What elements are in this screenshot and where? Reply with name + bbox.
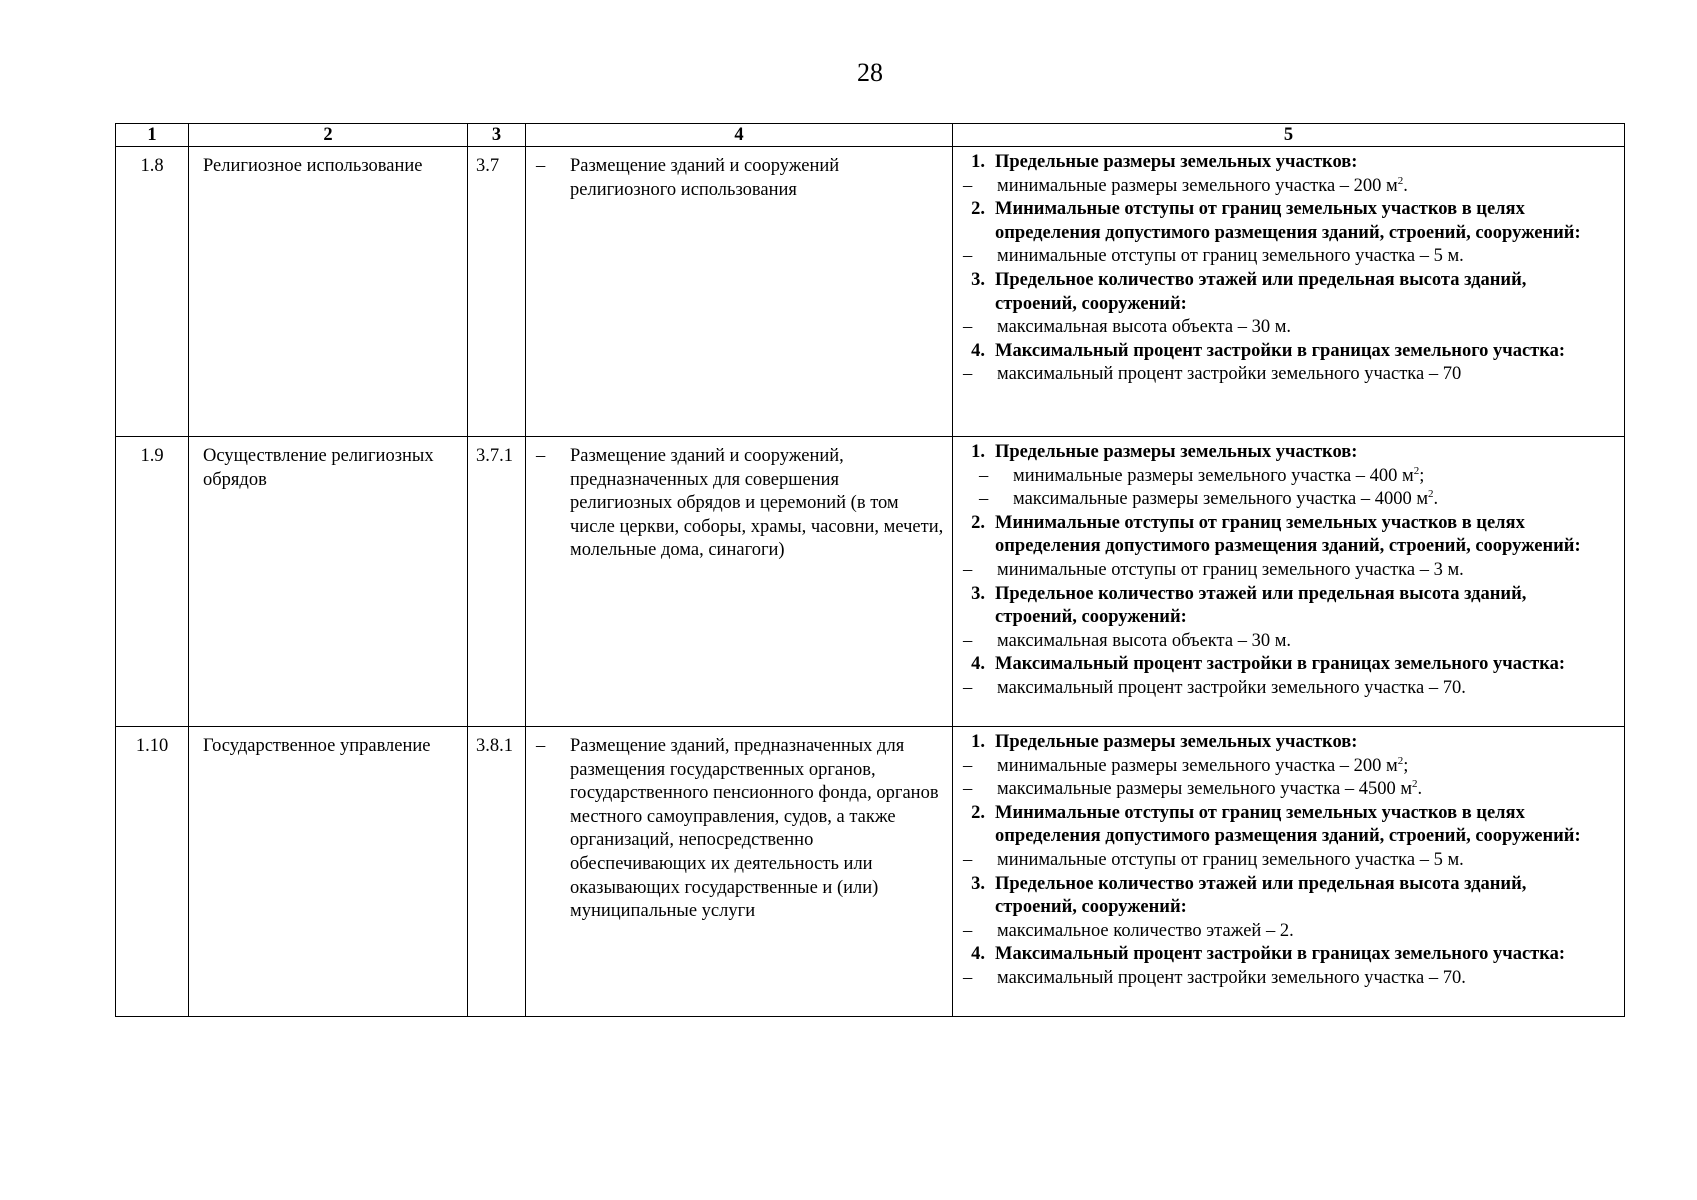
parameter-heading-number: 4.: [971, 654, 985, 675]
parameter-value: минимальные отступы от границ земельного участка – 5 м.: [997, 849, 1464, 870]
superscript: 2: [1412, 778, 1418, 791]
page-number: 28: [857, 58, 883, 87]
parameter-heading: [961, 583, 1604, 630]
parameter-item-dash: –: [963, 849, 973, 870]
parameter-item: [961, 778, 1604, 802]
parameter-heading-number: 2.: [971, 802, 985, 823]
parameter-item-dash: –: [963, 364, 973, 385]
use-code: 3.8.1: [468, 727, 526, 1017]
use-name: Религиозное использование: [189, 147, 468, 437]
parameter-heading-text: Максимальный процент застройки в границах земельного участка:: [995, 944, 1566, 965]
column-header: 5: [953, 124, 1625, 147]
use-description-cell: [526, 147, 953, 437]
parameter-item: [961, 920, 1604, 944]
parameter-heading: [961, 731, 1604, 755]
use-name: Осуществление религиозных обрядов: [189, 437, 468, 727]
parameter-item: [961, 755, 1604, 779]
parameter-heading-text: Предельное количество этажей или предельная высота зданий, строений, сооружений:: [995, 873, 1527, 918]
parameter-heading: [961, 873, 1604, 920]
parameter-item-text: [997, 316, 1604, 340]
parameter-item-text: [997, 755, 1604, 779]
parameter-item-dash: –: [963, 246, 973, 267]
parameter-item-dash: –: [963, 920, 973, 941]
parameter-heading-number: 2.: [971, 199, 985, 220]
parameter-item-text: [999, 488, 1604, 512]
description-text: Размещение зданий и сооружений религиозного использования: [570, 156, 840, 200]
parameter-value: максимальный процент застройки земельного участка – 70: [997, 364, 1462, 385]
parameter-item: [961, 967, 1604, 991]
superscript: 2: [1397, 174, 1404, 187]
parameter-heading: [961, 802, 1604, 849]
parameter-item-text: [997, 677, 1604, 701]
parameter-item: [961, 175, 1604, 199]
column-header: 2: [189, 124, 468, 147]
parameter-item-text: [997, 967, 1604, 991]
column-header: 4: [526, 124, 953, 147]
parameter-heading-text: Минимальные отступы от границ земельных участков в целях определения допустимого размещения зданий, строений, сооружений:: [995, 802, 1581, 847]
parameter-item-dash: –: [979, 489, 989, 510]
column-header: 1: [116, 124, 189, 147]
parameter-item-dash: –: [963, 559, 973, 580]
use-description-cell: [526, 727, 953, 1017]
parameters-cell: [953, 437, 1625, 727]
parameter-heading: [961, 340, 1604, 364]
parameter-heading: [961, 151, 1604, 175]
punctuation: .: [1433, 489, 1439, 510]
parameter-heading-number: 1.: [971, 152, 985, 172]
parameter-item-text: [997, 778, 1604, 802]
parameter-value: максимальный процент застройки земельного участка – 70.: [997, 677, 1466, 698]
parameter-item-text: [997, 630, 1604, 654]
description-dash: –: [536, 446, 546, 466]
parameter-heading-number: 4.: [971, 340, 985, 361]
parameter-item: [961, 677, 1604, 701]
parameter-heading-number: 3.: [971, 269, 985, 290]
parameter-item: [961, 245, 1604, 269]
row-number: 1.10: [116, 727, 189, 1017]
parameter-heading-number: 1.: [971, 442, 985, 462]
parameter-item: [961, 559, 1604, 583]
parameter-item-text: [997, 175, 1604, 199]
parameter-heading-number: 3.: [971, 873, 985, 894]
parameter-heading-text: Предельное количество этажей или предельная высота зданий, строений, сооружений:: [995, 583, 1527, 628]
row-number: 1.8: [116, 147, 189, 437]
use-description: [536, 155, 944, 202]
regulations-table: [115, 123, 1625, 1017]
parameter-heading: [961, 653, 1604, 677]
parameter-heading-text: Предельные размеры земельных участков:: [995, 152, 1358, 172]
use-code: 3.7.1: [468, 437, 526, 727]
table-header-row: [116, 124, 1625, 147]
parameter-heading-number: 1.: [971, 732, 985, 752]
parameter-value: максимальная высота объекта – 30 м.: [997, 317, 1292, 338]
parameter-item: [961, 849, 1604, 873]
parameter-heading-number: 2.: [971, 512, 985, 533]
parameter-value: минимальные отступы от границ земельного участка – 5 м.: [997, 246, 1464, 267]
use-description: [536, 445, 944, 563]
superscript: 2: [1428, 488, 1434, 501]
parameter-item-dash: –: [963, 317, 973, 338]
table-row: [116, 727, 1625, 1017]
parameter-item-dash: –: [979, 465, 989, 486]
parameter-heading: [961, 441, 1604, 465]
parameters-cell: [953, 727, 1625, 1017]
superscript: 2: [1413, 464, 1420, 477]
parameter-item: [961, 630, 1604, 654]
parameter-heading-number: 3.: [971, 583, 985, 604]
punctuation: .: [1403, 175, 1408, 196]
parameter-item-dash: –: [963, 967, 973, 988]
parameter-heading-text: Предельные размеры земельных участков:: [995, 442, 1358, 462]
punctuation: ;: [1419, 465, 1425, 486]
parameter-heading-text: Предельное количество этажей или предельная высота зданий, строений, сооружений:: [995, 269, 1527, 314]
parameter-value: максимальные размеры земельного участка – 4500 м: [997, 779, 1413, 800]
parameter-heading: [961, 943, 1604, 967]
parameter-heading-number: 4.: [971, 944, 985, 965]
parameter-value: максимальная высота объекта – 30 м.: [997, 630, 1292, 651]
parameter-heading-text: Минимальные отступы от границ земельных участков в целях определения допустимого размещения зданий, строений, сооружений:: [995, 512, 1581, 557]
parameter-heading-text: Предельные размеры земельных участков:: [995, 732, 1358, 752]
parameter-item-text: [997, 245, 1604, 269]
parameters-cell: [953, 147, 1625, 437]
description-dash: –: [536, 156, 546, 176]
parameter-item-dash: –: [963, 630, 973, 651]
column-header: 3: [468, 124, 526, 147]
parameter-heading: [961, 512, 1604, 559]
parameter-value: минимальные размеры земельного участка – 200 м: [997, 175, 1398, 196]
parameter-value: максимальный процент застройки земельного участка – 70.: [997, 967, 1466, 988]
row-number: 1.9: [116, 437, 189, 727]
parameter-item-dash: –: [963, 779, 973, 800]
parameter-item-dash: –: [963, 677, 973, 698]
use-description: [536, 735, 944, 924]
punctuation: .: [1417, 779, 1423, 800]
parameter-item-dash: –: [963, 755, 973, 776]
description-dash: –: [536, 736, 546, 756]
parameter-item-dash: –: [963, 175, 973, 196]
parameter-heading: [961, 198, 1604, 245]
parameter-heading-text: Максимальный процент застройки в границах земельного участка:: [995, 340, 1566, 361]
parameter-item: [961, 363, 1604, 387]
use-code: 3.7: [468, 147, 526, 437]
parameter-item-text: [997, 559, 1604, 583]
parameter-item-text: [999, 465, 1604, 489]
parameter-value: максимальное количество этажей – 2.: [997, 920, 1294, 941]
parameter-value: максимальные размеры земельного участка – 4000 м: [1013, 489, 1429, 510]
description-text: Размещение зданий и сооружений, предназначенных для совершения религиозных обрядов и церемоний (в том числе церкви, соборы, храмы, часовни, мечети, молельные дома, синагоги): [570, 446, 944, 561]
parameter-item: [961, 316, 1604, 340]
punctuation: ;: [1403, 755, 1409, 776]
parameter-value: минимальные размеры земельного участка – 200 м: [997, 755, 1398, 776]
description-text: Размещение зданий, предназначенных для размещения государственных органов, государственного пенсионного фонда, органов местного самоуправления, судов, а также организаций, непосредственно обеспечивающих их деятельность или оказывающих государственные и (или) муниципальные услуги: [570, 736, 939, 922]
parameter-heading-text: Максимальный процент застройки в границах земельного участка:: [995, 654, 1566, 675]
parameter-heading: [961, 269, 1604, 316]
parameter-item-text: [997, 849, 1604, 873]
parameter-heading-text: Минимальные отступы от границ земельных участков в целях определения допустимого размещения зданий, строений, сооружений:: [995, 199, 1581, 243]
parameter-value: минимальные размеры земельного участка – 400 м: [1013, 465, 1414, 486]
parameter-value: минимальные отступы от границ земельного участка – 3 м.: [997, 559, 1464, 580]
use-description-cell: [526, 437, 953, 727]
superscript: 2: [1397, 754, 1404, 767]
use-name: Государственное управление: [189, 727, 468, 1017]
parameter-item: [961, 465, 1604, 489]
table-row: [116, 437, 1625, 727]
parameter-item-text: [997, 363, 1604, 387]
parameter-item: [961, 488, 1604, 512]
parameter-item-text: [997, 920, 1604, 944]
table-row: [116, 147, 1625, 437]
